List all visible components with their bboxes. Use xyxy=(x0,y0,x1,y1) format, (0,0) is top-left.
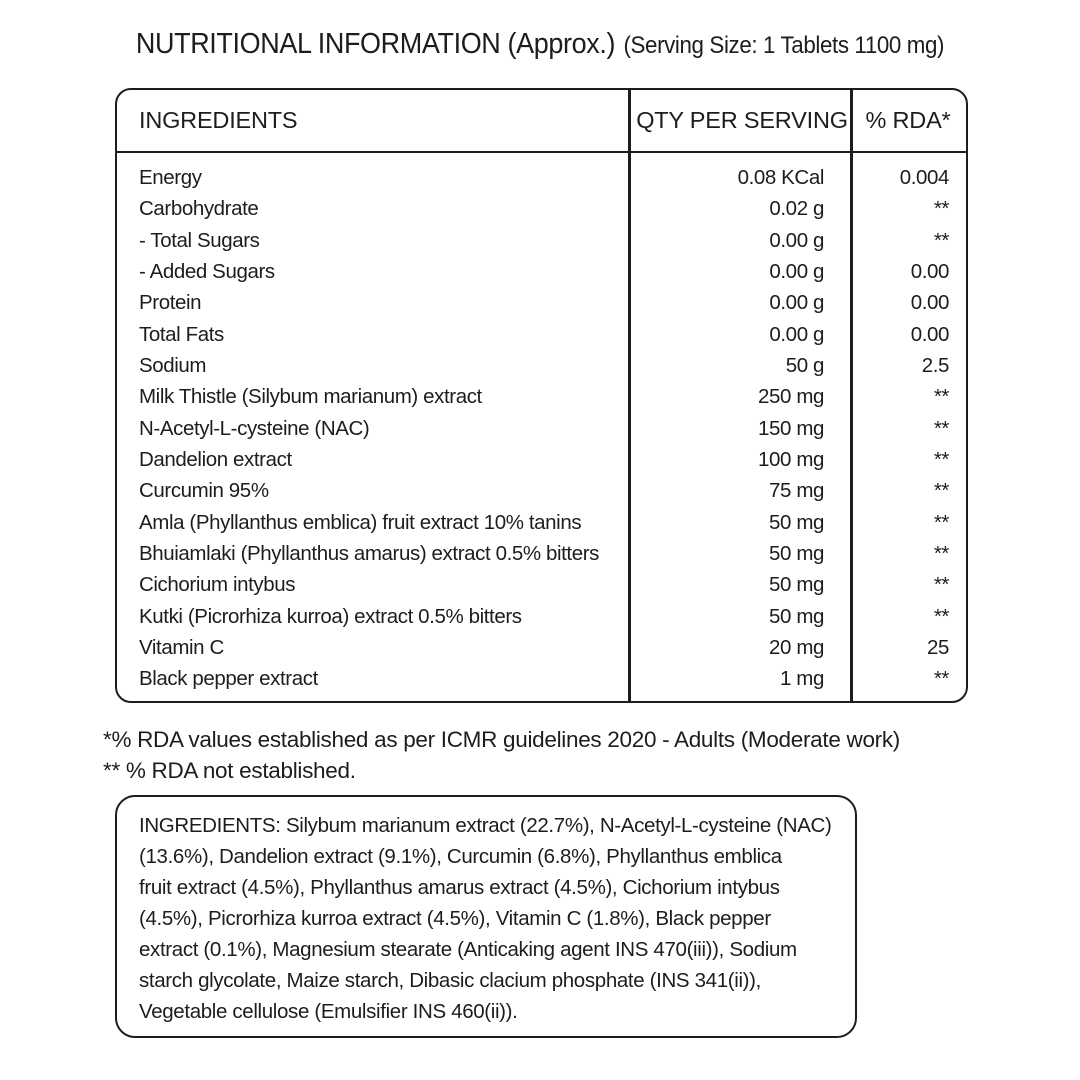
table-row xyxy=(117,256,966,287)
ingredient-name-cell: Milk Thistle (Silybum marianum) extract xyxy=(139,385,482,409)
table-row xyxy=(117,288,966,319)
table-body xyxy=(117,156,966,702)
ingredient-name-cell: Kutki (Picrorhiza kurroa) extract 0.5% bitters xyxy=(139,604,522,628)
table-row xyxy=(117,570,966,601)
table-row xyxy=(117,413,966,444)
table-header-row xyxy=(117,90,966,153)
qty-cell: 100 mg xyxy=(758,448,824,472)
qty-cell: 50 g xyxy=(785,354,824,378)
qty-cell: 0.00 g xyxy=(769,260,824,284)
ingredient-name-cell: Curcumin 95% xyxy=(139,479,269,503)
header-qty-per-serving: QTY PER SERVING xyxy=(636,107,848,133)
table-row xyxy=(117,476,966,507)
table-row xyxy=(117,225,966,256)
ingredient-name-cell: Cichorium intybus xyxy=(139,573,296,597)
rda-cell: ** xyxy=(933,573,949,597)
title-main: NUTRITIONAL INFORMATION (Approx.) xyxy=(135,28,616,60)
table-row xyxy=(117,382,966,413)
ingredient-name-cell: - Total Sugars xyxy=(139,228,260,252)
rda-cell: ** xyxy=(933,416,949,440)
rda-cell: 2.5 xyxy=(921,354,949,378)
rda-cell: 0.00 xyxy=(910,291,949,315)
ingredient-name-cell: Sodium xyxy=(139,354,207,378)
ingredient-name-cell: - Added Sugars xyxy=(139,260,275,284)
ingredient-name-cell: Amla (Phyllanthus emblica) fruit extract 10% tanins xyxy=(139,510,582,534)
rda-cell: ** xyxy=(933,542,949,566)
qty-cell: 50 mg xyxy=(769,510,824,534)
qty-cell: 1 mg xyxy=(780,667,824,691)
rda-cell: ** xyxy=(933,604,949,628)
table-row xyxy=(117,538,966,569)
table-row xyxy=(117,664,966,695)
ingredient-name-cell: Energy xyxy=(139,166,202,190)
rda-cell: ** xyxy=(933,667,949,691)
table-row xyxy=(117,194,966,225)
ingredient-name-cell: Total Fats xyxy=(139,322,224,346)
qty-cell: 75 mg xyxy=(769,479,824,503)
ingredients-line: Vegetable cellulose (Emulsifier INS 460(ii)). xyxy=(139,1000,518,1023)
footnote-rda-guidelines: *% RDA values established as per ICMR guidelines 2020 - Adults (Moderate work) xyxy=(103,727,900,752)
title-serving-size: (Serving Size: 1 Tablets 1100 mg) xyxy=(623,32,945,59)
nutrition-table xyxy=(115,88,968,703)
rda-cell: ** xyxy=(933,385,949,409)
page-title xyxy=(38,28,1042,61)
rda-cell: ** xyxy=(933,510,949,534)
table-row xyxy=(117,444,966,475)
ingredients-line: fruit extract (4.5%), Phyllanthus amarus extract (4.5%), Cichorium intybus xyxy=(139,876,780,899)
qty-cell: 0.00 g xyxy=(769,228,824,252)
header-rda: % RDA* xyxy=(865,107,951,133)
qty-cell: 50 mg xyxy=(769,542,824,566)
ingredients-line: (13.6%), Dandelion extract (9.1%), Curcumin (6.8%), Phyllanthus emblica xyxy=(139,845,782,868)
ingredient-name-cell: Dandelion extract xyxy=(139,448,292,472)
table-row xyxy=(117,319,966,350)
rda-footnotes xyxy=(103,724,900,786)
ingredient-name-cell: Carbohydrate xyxy=(139,197,259,221)
qty-cell: 50 mg xyxy=(769,573,824,597)
rda-cell: ** xyxy=(933,197,949,221)
qty-cell: 0.00 g xyxy=(769,291,824,315)
ingredients-line: extract (0.1%), Magnesium stearate (Anticaking agent INS 470(iii)), Sodium xyxy=(139,938,797,961)
rda-cell: ** xyxy=(933,228,949,252)
qty-cell: 0.02 g xyxy=(769,197,824,221)
ingredients-line: (4.5%), Picrorhiza kurroa extract (4.5%), Vitamin C (1.8%), Black pepper xyxy=(139,907,771,930)
ingredient-name-cell: N-Acetyl-L-cysteine (NAC) xyxy=(139,416,370,440)
qty-cell: 0.08 KCal xyxy=(737,166,824,190)
rda-cell: 0.00 xyxy=(910,322,949,346)
table-row xyxy=(117,163,966,194)
rda-cell: ** xyxy=(933,448,949,472)
ingredients-list-box xyxy=(115,795,857,1038)
qty-cell: 150 mg xyxy=(758,416,824,440)
ingredients-line: starch glycolate, Maize starch, Dibasic clacium phosphate (INS 341(ii)), xyxy=(139,969,761,992)
table-row xyxy=(117,632,966,663)
header-ingredients: INGREDIENTS xyxy=(139,107,298,133)
qty-cell: 250 mg xyxy=(758,385,824,409)
rda-cell: 25 xyxy=(926,636,949,660)
footnote-rda-not-established: ** % RDA not established. xyxy=(103,758,356,783)
rda-cell: ** xyxy=(933,479,949,503)
table-row xyxy=(117,350,966,381)
ingredient-name-cell: Vitamin C xyxy=(139,636,224,660)
rda-cell: 0.004 xyxy=(899,166,949,190)
ingredients-line: INGREDIENTS: Silybum marianum extract (22.7%), N-Acetyl-L-cysteine (NAC) xyxy=(139,814,832,837)
qty-cell: 50 mg xyxy=(769,604,824,628)
ingredient-name-cell: Black pepper extract xyxy=(139,667,318,691)
table-row xyxy=(117,601,966,632)
table-row xyxy=(117,507,966,538)
rda-cell: 0.00 xyxy=(910,260,949,284)
ingredient-name-cell: Protein xyxy=(139,291,202,315)
ingredient-name-cell: Bhuiamlaki (Phyllanthus amarus) extract 0.5% bitters xyxy=(139,542,600,566)
qty-cell: 20 mg xyxy=(769,636,824,660)
qty-cell: 0.00 g xyxy=(769,322,824,346)
